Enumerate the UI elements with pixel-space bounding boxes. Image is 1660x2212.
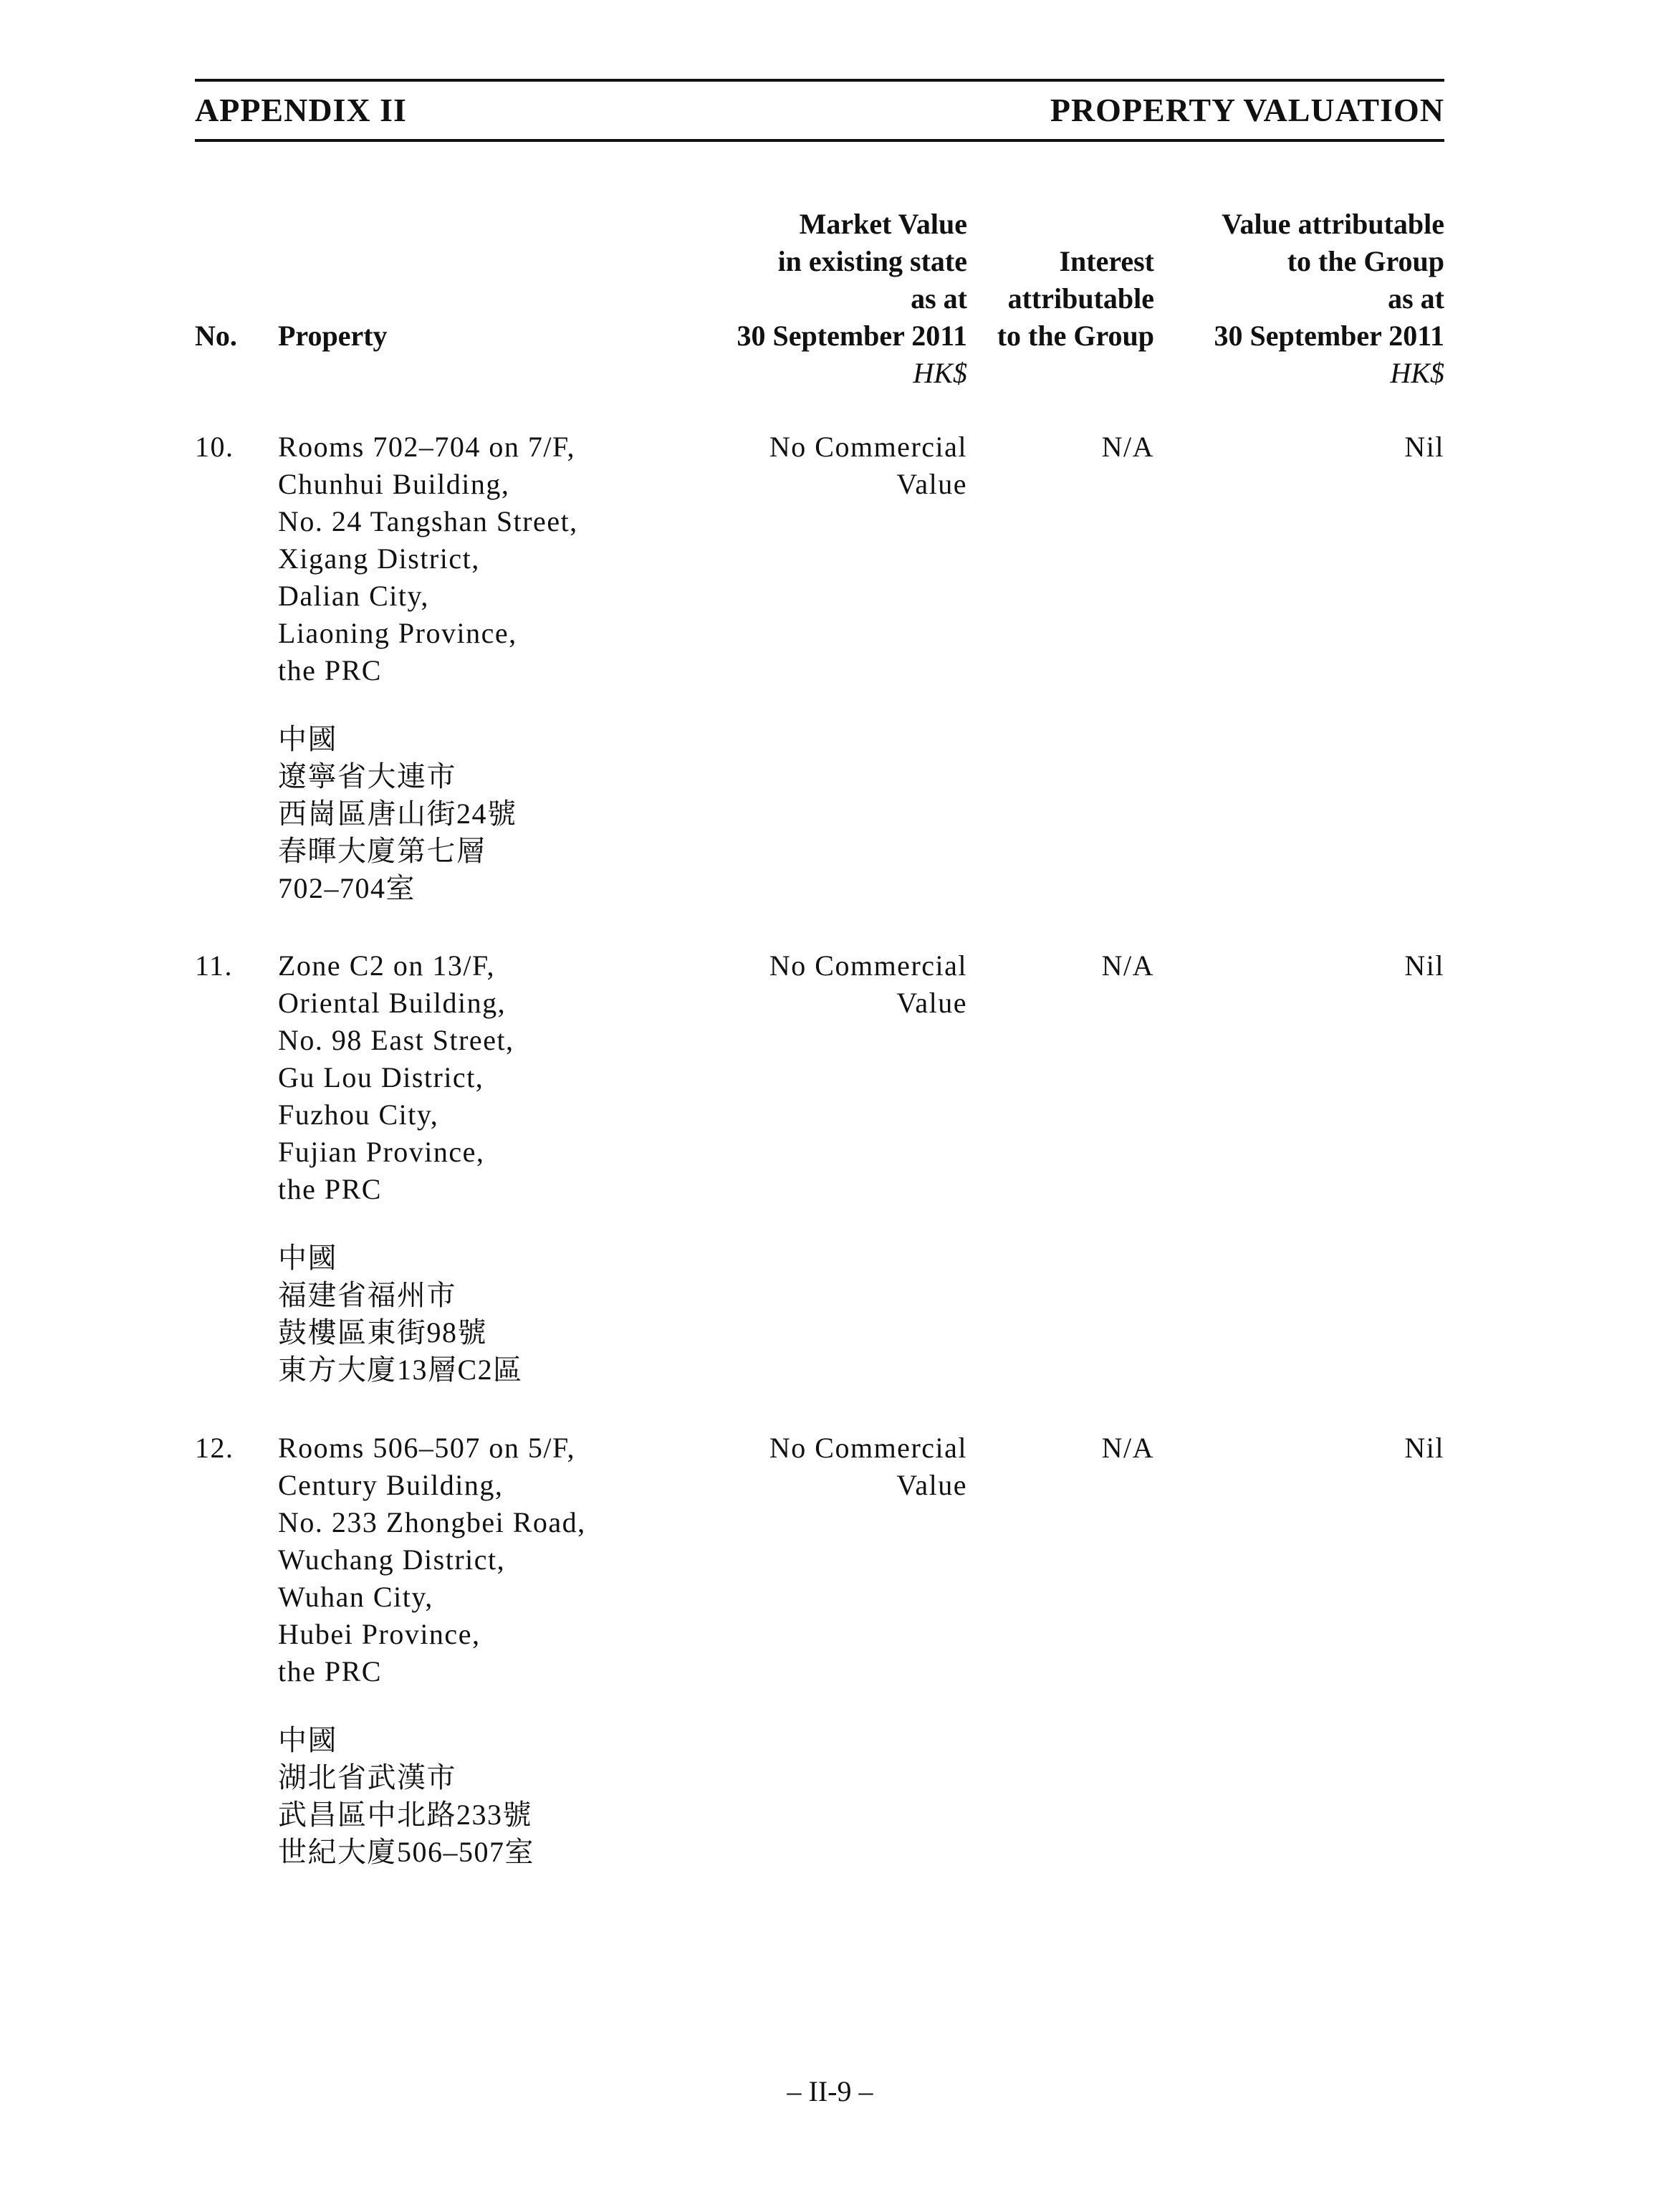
- appendix-label: APPENDIX II: [195, 92, 407, 128]
- header-top-rule: [195, 79, 1444, 82]
- address-zh-line: 武昌區中北路233號: [278, 1799, 532, 1831]
- address-en-line: Dalian City,: [278, 580, 429, 612]
- column-interest-heading: [968, 243, 1154, 355]
- address-en-line: Wuhan City,: [278, 1581, 433, 1613]
- value-attributable-heading-line: 30 September 2011: [1214, 320, 1444, 352]
- market-value-line: No Commercial: [769, 1432, 967, 1464]
- interest-cell: N/A: [1101, 949, 1154, 982]
- value-attributable-cell: Nil: [1404, 949, 1444, 982]
- address-en-line: Wuchang District,: [278, 1543, 506, 1576]
- market-value-heading-line: as at: [911, 282, 967, 315]
- market-value-heading-line: Market Value: [799, 208, 967, 240]
- address-zh-line: 西崗區唐山街24號: [278, 798, 517, 830]
- address-zh-line: 福建省福州市: [278, 1279, 456, 1311]
- page-number: – II-9 –: [787, 2075, 873, 2107]
- row-number: 12.: [195, 1432, 234, 1464]
- column-value-attributable-heading: [1143, 206, 1444, 392]
- value-attributable-heading-line: to the Group: [1287, 245, 1444, 277]
- address-en-line: Fujian Province,: [278, 1136, 485, 1168]
- row-number: 10.: [195, 431, 234, 463]
- value-attributable-heading-line: Value attributable: [1222, 208, 1444, 240]
- interest-heading-line: Interest: [1059, 245, 1154, 277]
- address-zh-line: 春暉大廈第七層: [278, 835, 486, 867]
- market-value-cell: [666, 428, 967, 503]
- row-number: 11.: [195, 949, 234, 982]
- market-value-cell: [666, 1430, 967, 1504]
- address-zh-line: 鼓樓區東街98號: [278, 1316, 487, 1349]
- address-en-line: No. 98 East Street,: [278, 1024, 514, 1056]
- market-value-line: No Commercial: [769, 431, 967, 463]
- market-value-line: Value: [896, 468, 967, 500]
- interest-cell: N/A: [1101, 1432, 1154, 1464]
- market-value-cell: [666, 947, 967, 1022]
- address-en-line: Hubei Province,: [278, 1618, 481, 1650]
- column-no-heading: No.: [195, 320, 237, 352]
- address-en-line: the PRC: [278, 1655, 382, 1687]
- address-en-line: the PRC: [278, 1173, 382, 1205]
- address-en-line: Zone C2 on 13/F,: [278, 949, 496, 982]
- interest-heading-line: attributable: [1007, 282, 1154, 315]
- value-attributable-cell: Nil: [1404, 431, 1444, 463]
- address-zh-line: 湖北省武漢市: [278, 1761, 456, 1794]
- address-en-line: No. 233 Zhongbei Road,: [278, 1506, 586, 1538]
- address-zh-line: 702–704室: [278, 872, 416, 904]
- address-en-line: Fuzhou City,: [278, 1098, 439, 1131]
- address-zh-line: 中國: [278, 1724, 337, 1756]
- market-value-heading-line: 30 September 2011: [737, 320, 967, 352]
- address-en-line: Rooms 702–704 on 7/F,: [278, 431, 576, 463]
- market-value-unit: HK$: [913, 357, 967, 389]
- address-en-line: No. 24 Tangshan Street,: [278, 505, 578, 537]
- address-en-line: Gu Lou District,: [278, 1061, 484, 1093]
- address-en-line: Rooms 506–507 on 5/F,: [278, 1432, 576, 1464]
- value-attributable-unit: HK$: [1390, 357, 1444, 389]
- address-zh-line: 世紀大廈506–507室: [278, 1836, 534, 1868]
- column-market-value-heading: [666, 206, 967, 392]
- market-value-line: No Commercial: [769, 949, 967, 982]
- address-en-line: Chunhui Building,: [278, 468, 510, 500]
- address-zh-line: 中國: [278, 1242, 337, 1274]
- interest-heading-line: to the Group: [997, 320, 1154, 352]
- address-en-line: Liaoning Province,: [278, 617, 517, 649]
- header-bottom-rule: [195, 139, 1444, 142]
- value-attributable-heading-line: as at: [1388, 282, 1444, 315]
- market-value-line: Value: [896, 1469, 967, 1501]
- address-en-line: Oriental Building,: [278, 987, 507, 1019]
- column-property-heading: Property: [278, 320, 388, 352]
- address-en-line: the PRC: [278, 654, 382, 686]
- address-zh-line: 遼寧省大連市: [278, 760, 456, 793]
- address-zh-line: 中國: [278, 723, 337, 755]
- market-value-line: Value: [896, 987, 967, 1019]
- property-address: [278, 428, 578, 907]
- value-attributable-cell: Nil: [1404, 1432, 1444, 1464]
- interest-cell: N/A: [1101, 431, 1154, 463]
- address-en-line: Century Building,: [278, 1469, 504, 1501]
- address-zh-line: 東方大廈13層C2區: [278, 1354, 523, 1386]
- property-address: [278, 1430, 586, 1871]
- market-value-heading-line: in existing state: [777, 245, 967, 277]
- property-address: [278, 947, 523, 1389]
- address-en-line: Xigang District,: [278, 542, 480, 575]
- section-title: PROPERTY VALUATION: [1050, 92, 1444, 128]
